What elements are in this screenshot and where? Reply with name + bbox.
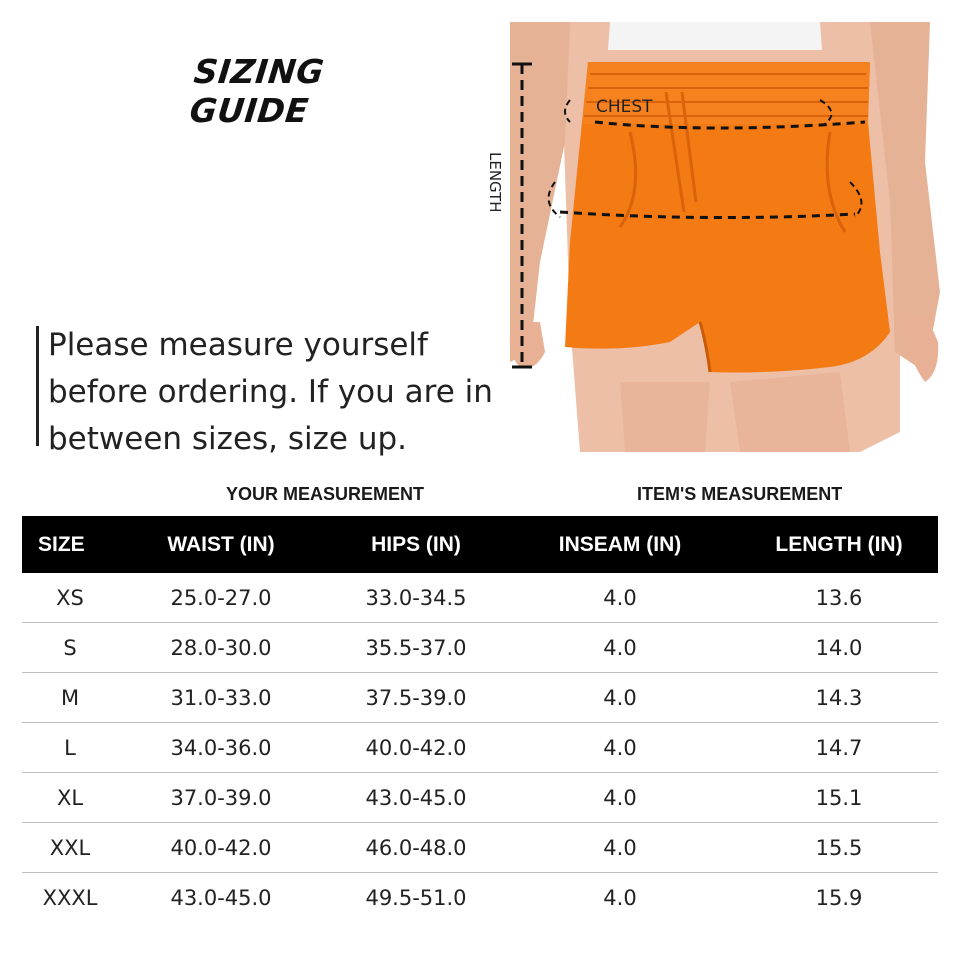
size-value: M — [60, 685, 80, 710]
hips-cell: 40.0-42.0 — [332, 723, 500, 773]
table-row — [22, 623, 938, 673]
table-row — [22, 573, 938, 623]
product-photo — [470, 22, 950, 452]
waist-cell: 40.0-42.0 — [110, 823, 332, 873]
hips-cell: 46.0-48.0 — [332, 823, 500, 873]
note-accent-bar — [36, 326, 39, 446]
size-cell — [22, 823, 110, 873]
hips-cell: 43.0-45.0 — [332, 773, 500, 823]
inseam-cell: 4.0 — [603, 885, 637, 910]
table-header-row — [22, 516, 938, 573]
table-row — [22, 723, 938, 773]
length-cell: 15.9 — [815, 885, 863, 910]
size-value: XL — [56, 785, 84, 810]
inseam-cell: 4.0 — [500, 623, 740, 673]
hips-cell: 33.0-34.5 — [332, 573, 500, 623]
length-label: LENGTH — [486, 152, 504, 213]
waist-cell: 34.0-36.0 — [110, 723, 332, 773]
length-cell: 13.6 — [740, 573, 938, 623]
top-garment — [608, 22, 822, 50]
header-hips: HIPS (IN) — [332, 516, 500, 573]
size-value: XXL — [49, 835, 91, 860]
table-row — [22, 773, 938, 823]
waist-cell: 43.0-45.0 — [170, 885, 272, 910]
hips-cell: 49.5-51.0 — [365, 885, 467, 910]
inseam-cell: 4.0 — [500, 673, 740, 723]
chest-label: CHEST — [596, 97, 653, 117]
length-cell: 15.1 — [740, 773, 938, 823]
waist-cell: 28.0-30.0 — [110, 623, 332, 673]
items-measurement-label: ITEM'S MEASUREMENT — [637, 484, 843, 504]
waist-cell: 37.0-39.0 — [110, 773, 332, 823]
inseam-cell: 4.0 — [500, 823, 740, 873]
size-value: S — [63, 635, 77, 660]
header-inseam: INSEAM (IN) — [500, 516, 740, 573]
hips-cell: 35.5-37.0 — [332, 623, 500, 673]
inseam-cell: 4.0 — [500, 723, 740, 773]
header-length: LENGTH (IN) — [740, 516, 938, 573]
inseam-cell: 4.0 — [500, 773, 740, 823]
hips-cell: 37.5-39.0 — [332, 673, 500, 723]
size-cell — [22, 673, 110, 723]
size-value: XXXL — [42, 885, 98, 910]
length-cell: 15.5 — [740, 823, 938, 873]
header-waist: WAIST (IN) — [110, 516, 332, 573]
size-cell — [22, 723, 110, 773]
size-value: L — [64, 735, 76, 760]
measure-note: Please measure yourself before ordering. If you are in between sizes, size up. — [48, 327, 493, 457]
waist-cell: 31.0-33.0 — [110, 673, 332, 723]
header-size: SIZE — [22, 516, 110, 573]
page-title: SIZING GUIDE — [187, 52, 327, 130]
size-cell — [22, 573, 110, 623]
your-measurement-label: YOUR MEASUREMENT — [226, 484, 425, 504]
table-row — [22, 673, 938, 723]
table-row — [22, 823, 938, 873]
size-cell — [22, 773, 110, 823]
size-table — [22, 516, 938, 922]
length-cell: 14.0 — [740, 623, 938, 673]
inseam-cell: 4.0 — [500, 573, 740, 623]
length-cell: 14.3 — [740, 673, 938, 723]
size-value: XS — [56, 585, 84, 610]
waist-cell: 25.0-27.0 — [110, 573, 332, 623]
size-cell — [22, 873, 110, 923]
table-row — [22, 873, 938, 923]
size-cell — [22, 623, 110, 673]
length-cell: 14.7 — [740, 723, 938, 773]
